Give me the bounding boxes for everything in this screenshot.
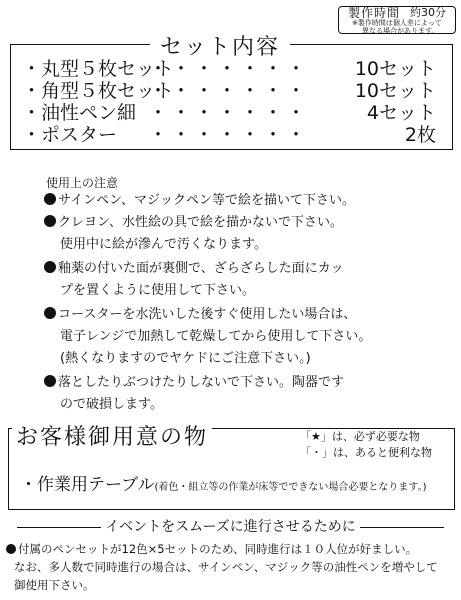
bullet-icon — [44, 375, 56, 387]
set-item — [22, 54, 436, 78]
event-text: なお、多人数で同時進行の場合は、サインペン、マジック等の油性ペンを増やして — [14, 560, 438, 574]
caution-text: 電子レンジで加熱して乾燥してから使用して下さい。 — [60, 329, 372, 344]
event-line — [14, 576, 95, 594]
caution-line — [44, 304, 356, 326]
caution-text: コースターを水洗いした後すぐ使用したい場合は、 — [58, 307, 357, 322]
set-contents-title: セット内容 — [150, 30, 290, 61]
event-line — [6, 540, 417, 558]
bullet-icon — [44, 193, 56, 205]
set-item-leader: ・・・・・・・ — [148, 80, 310, 102]
time-label: 製作時間 — [348, 6, 401, 20]
divider — [17, 527, 101, 528]
caution-line — [60, 234, 267, 256]
caution-text: (熱くなりますのでヤケドにご注意下さい。) — [60, 351, 311, 366]
set-item-qty: 10セット — [354, 58, 436, 80]
caution-line — [44, 212, 343, 234]
caution-text: 落としたりぶつけたりしないで下さい。陶器です — [58, 375, 345, 390]
caution-text: ので破損します。 — [60, 397, 163, 412]
event-text: 御使用下さい。 — [14, 578, 95, 592]
caution-line — [44, 190, 355, 212]
bullet-icon — [44, 215, 56, 227]
prep-legend: 「★」は、必ず必要な物 — [300, 430, 420, 443]
set-item-leader: ・・・・・・・ — [148, 124, 310, 146]
caution-text: クレヨン、水性絵の具で絵を描かないで下さい。 — [58, 215, 343, 230]
time-value: 約30分 — [410, 6, 446, 19]
event-heading-text: イベントをスムーズに進行させるために — [105, 519, 356, 535]
caution-line — [60, 394, 163, 416]
set-item-qty: 2枚 — [404, 124, 436, 146]
time-note: 異なる場合があります。 — [362, 27, 439, 35]
prep-title: お客様御用意の物 — [12, 420, 212, 451]
set-item-name: ・角型５枚セット — [22, 80, 175, 102]
set-item — [22, 98, 436, 122]
set-item-name: ・丸型５枚セット — [22, 58, 175, 80]
divider — [360, 527, 444, 528]
prep-item — [20, 470, 427, 495]
set-item-qty: 10セット — [354, 80, 436, 102]
event-line — [14, 558, 438, 576]
set-item-name: ・油性ペン細 — [22, 102, 137, 124]
bullet-icon — [6, 544, 16, 554]
caution-line — [44, 258, 344, 280]
set-item — [22, 120, 436, 144]
set-item-leader: ・・・・・・・ — [148, 58, 310, 80]
set-item-qty: 4セット — [366, 102, 436, 124]
caution-line — [60, 326, 371, 348]
event-heading — [0, 516, 461, 536]
caution-line — [60, 280, 255, 302]
prep-legend: 「・」は、あると便利な物 — [300, 446, 432, 459]
caution-title: 使用上の注意 — [46, 176, 119, 190]
prep-item-name: ・作業用テーブル — [20, 475, 155, 495]
event-text: 付属のペンセットが12色×5セットのため、同時進行は１０人位が好ましい。 — [18, 542, 418, 556]
caution-text: プを置くように使用して下さい。 — [60, 283, 256, 298]
prep-item-note: (着色・組立等の作業が床等でできない場合必要となります。) — [154, 482, 427, 493]
caution-line — [60, 348, 311, 370]
caution-text: 使用中に絵が滲んで汚くなります。 — [60, 237, 267, 252]
caution-text: サインペン、マジックペン等で絵を描いて下さい。 — [58, 193, 356, 208]
bullet-icon — [44, 307, 56, 319]
set-item-leader: ・・・・・・・ — [148, 102, 310, 124]
caution-line — [44, 372, 344, 394]
set-item-name: ・ポスター — [22, 124, 118, 146]
bullet-icon — [44, 261, 56, 273]
time-note: ※製作時間は個人差によって — [352, 19, 442, 27]
set-item — [22, 76, 436, 100]
caution-text: 釉薬の付いた面が裏側で、ざらざらした面にカッ — [58, 261, 344, 276]
